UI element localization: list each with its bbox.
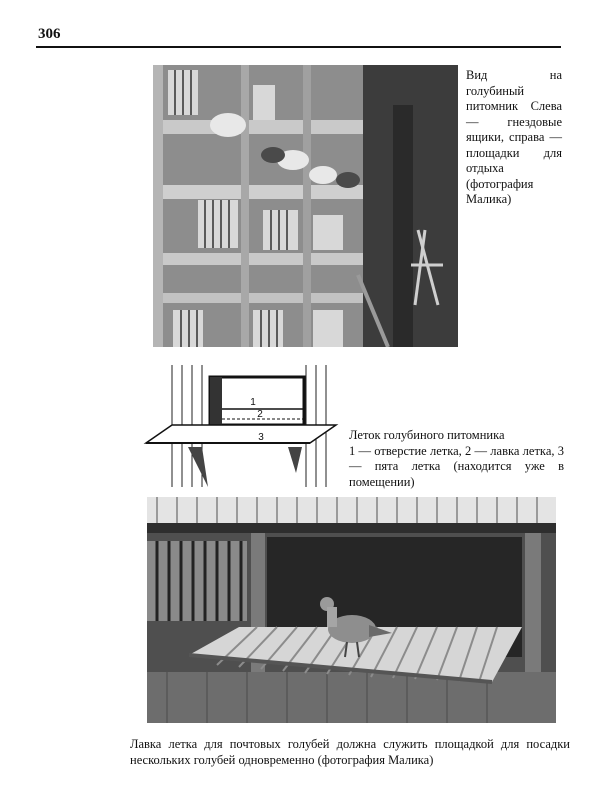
diagram-label-heel: 3 [258, 432, 264, 443]
diagram-caption-title: Леток голубиного питомника [349, 428, 505, 442]
loft-photo-caption: Вид на голубиный питомник Слева — гнездовые ящики, справа — площадки для отдыха (фотография Малика) [466, 68, 562, 206]
diagram-label-bench: 2 [257, 409, 263, 420]
loft-photo [153, 65, 458, 347]
diagram-label-opening: 1 [250, 397, 256, 408]
entrance-diagram [140, 363, 345, 493]
diagram-caption [349, 428, 564, 490]
page-number: 306 [38, 26, 61, 42]
header-rule [36, 46, 561, 48]
landing-board-photo [147, 497, 556, 723]
diagram-caption-body: 1 — отверстие летка, 2 — лавка летка, 3 — пята летка (находится уже в помещении) [349, 443, 564, 489]
landing-board-caption: Лавка летка для почтовых голубей должна служить площадкой для посадки нескольких голубей одновременно (фотография Малика) [130, 737, 570, 767]
